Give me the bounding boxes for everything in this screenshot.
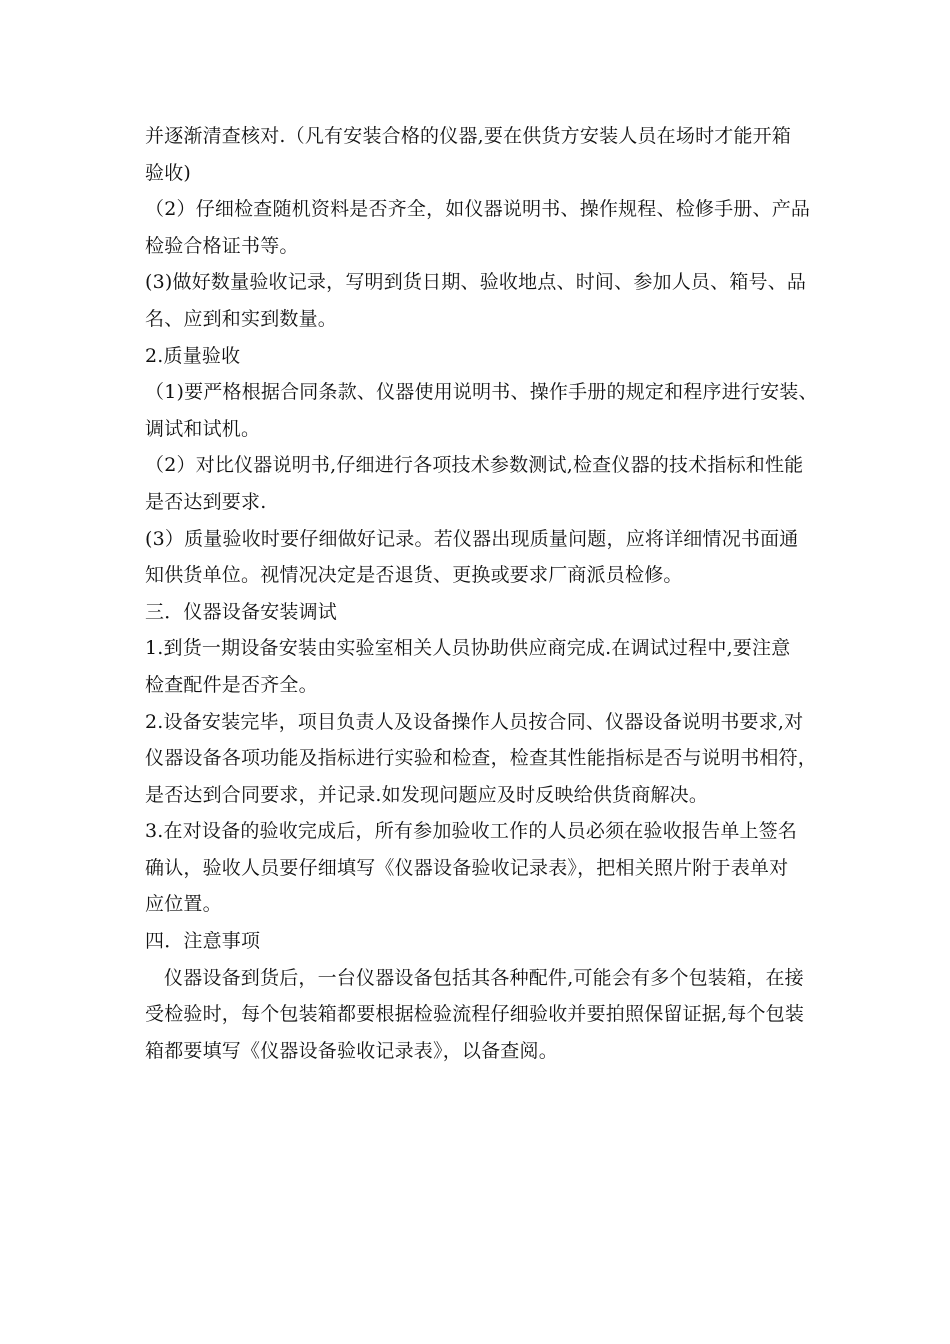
section-heading-installation: 三．仪器设备安装调试 xyxy=(145,600,338,623)
text-line-26: 箱都要填写《仪器设备验收记录表》，以备查阅。 xyxy=(145,1039,558,1062)
text-line-18: 仪器设备各项功能及指标进行实验和检查，检查其性能指标是否与说明书相符， xyxy=(145,747,818,770)
text-line-11: 是否达到要求. xyxy=(145,490,267,513)
text-line-9: 调试和试机。 xyxy=(145,417,261,440)
text-line-21: 确认，验收人员要仔细填写《仪器设备验收记录表》，把相关照片附于表单对 xyxy=(145,856,789,879)
text-line-19: 是否达到合同要求，并记录.如发现问题应及时反映给供货商解决。 xyxy=(145,783,709,806)
text-line-8: （1)要严格根据合同条款、仪器使用说明书、操作手册的规定和程序进行安装、 xyxy=(145,381,818,404)
text-line-6: 名、应到和实到数量。 xyxy=(145,307,338,330)
text-line-24: 仪器设备到货后，一台仪器设备包括其各种配件,可能会有多个包装箱，在接 xyxy=(164,966,804,989)
text-line-2: 验收) xyxy=(145,161,192,184)
text-line-1: 并逐渐清查核对.（凡有安装合格的仪器,要在供货方安装人员在场时才能开箱 xyxy=(145,125,792,147)
document-body xyxy=(145,118,830,1069)
text-line-5: (3)做好数量验收记录，写明到货日期、验收地点、时间、参加人员、箱号、品 xyxy=(145,271,807,294)
text-line-16: 检查配件是否齐全。 xyxy=(145,673,318,696)
text-line-13: 知供货单位。视情况决定是否退货、更换或要求厂商派员检修。 xyxy=(145,564,683,587)
text-line-22: 应位置。 xyxy=(145,893,222,916)
text-line-17: 2.设备安装完毕，项目负责人及设备操作人员按合同、仪器设备说明书要求,对 xyxy=(145,710,804,733)
text-line-10: （2）对比仪器说明书,仔细进行各项技术参数测试,检查仪器的技术指标和性能 xyxy=(145,454,804,477)
text-line-25: 受检验时，每个包装箱都要根据检验流程仔细验收并要拍照保留证据,每个包装 xyxy=(145,1003,805,1026)
text-line-4: 检验合格证书等。 xyxy=(145,234,299,257)
section-heading-notes: 四．注意事项 xyxy=(145,930,261,953)
text-line-12: (3）质量验收时要仔细做好记录。若仪器出现质量问题，应将详细情况书面通 xyxy=(145,527,799,550)
text-line-15: 1.到货一期设备安装由实验室相关人员协助供应商完成.在调试过程中,要注意 xyxy=(145,637,791,660)
text-line-20: 3.在对设备的验收完成后，所有参加验收工作的人员必须在验收报告单上签名 xyxy=(145,820,798,843)
section-heading-quality: 2.质量验收 xyxy=(145,344,241,367)
text-line-3: （2）仔细检查随机资料是否齐全，如仪器说明书、操作规程、检修手册、产品 xyxy=(145,198,811,221)
